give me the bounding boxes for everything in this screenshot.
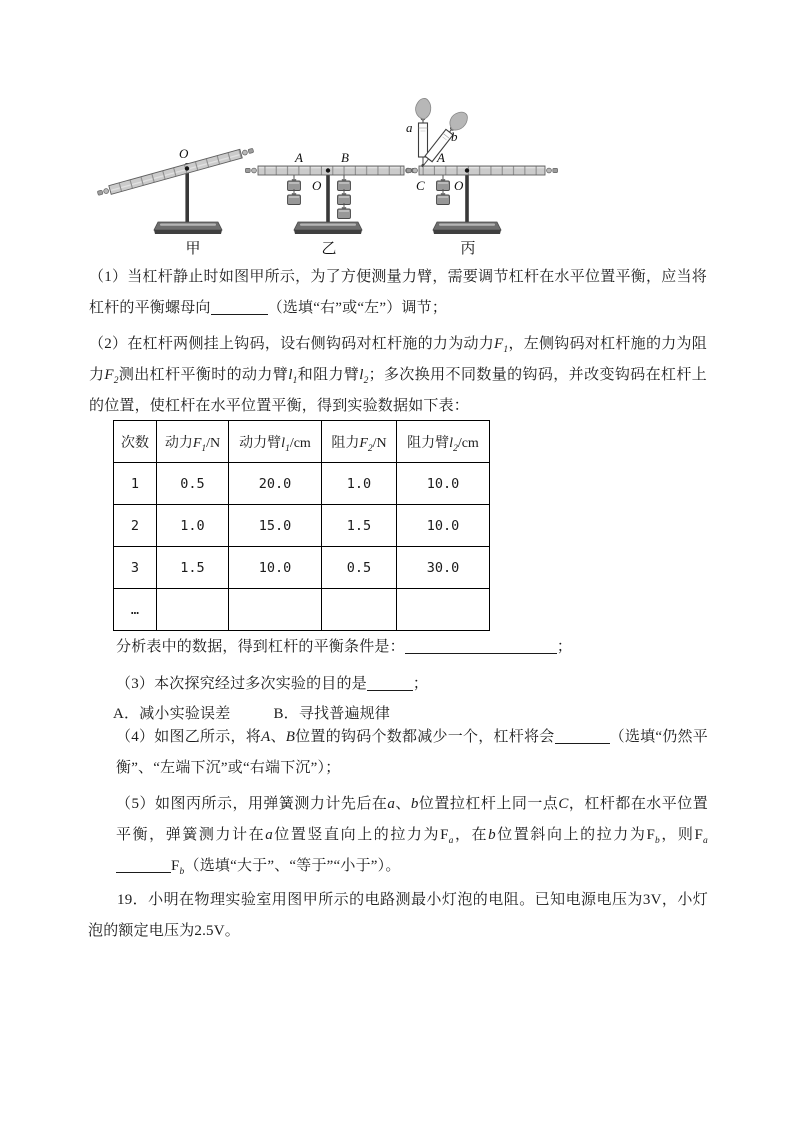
text-run: （1）当杠杆静止时如图甲所示，为了方便测量力臂，需要调节杠杆在水平位置平衡，应当将杠杆的平衡螺母向 <box>89 269 707 316</box>
text-run: /N <box>206 435 221 451</box>
text-run: 位置竖直向上的拉力为 <box>272 827 441 843</box>
point-label-A: A <box>295 150 303 165</box>
hook-weight <box>338 203 351 219</box>
table-cell: 3 <box>114 547 157 589</box>
text-run: 位置的钩码个数都减少一个，杠杆将会 <box>295 729 555 745</box>
diagram-yi <box>245 150 416 257</box>
scale-label-a: a <box>406 120 413 135</box>
table-cell: … <box>114 589 157 631</box>
table-cell: 1.5 <box>157 547 229 589</box>
hook-weight <box>437 175 450 191</box>
experiment-data-table <box>113 420 490 631</box>
text-run: 位置拉杠杆上同一点 <box>418 796 559 812</box>
table-row <box>114 589 490 631</box>
text-run: ； <box>412 676 429 692</box>
analysis-conclusion-line <box>116 632 708 663</box>
text-run: ；多次换用不同数量的钩码，并改变钩码在杠杆上的位置，使杠杆在水平位置平衡，得到实验数据如下表： <box>89 367 707 414</box>
pivot-dot <box>185 166 189 170</box>
question-part-5 <box>116 789 708 882</box>
caption-jia: 甲 <box>185 241 201 257</box>
table-cell <box>229 589 322 631</box>
table-cell: 1 <box>114 463 157 505</box>
point-label-B: B <box>341 150 349 165</box>
table-cell: 0.5 <box>157 463 229 505</box>
diagram-bing <box>406 98 558 257</box>
col-header-effort-arm <box>229 421 322 463</box>
text-run: （5）如图丙所示，用弹簧测力计先后在 <box>116 796 388 812</box>
question-part-2 <box>89 329 707 422</box>
physics-variable: $l_2$ <box>359 367 369 386</box>
text-run: A．减小实验误差 <box>113 706 231 722</box>
table-cell: 1.5 <box>322 505 397 547</box>
text-run: B．寻找普遍规律 <box>273 706 391 722</box>
table-cell: 10.0 <box>229 547 322 589</box>
table-cell: 1.0 <box>157 505 229 547</box>
question-part-1 <box>89 262 707 324</box>
question-19-intro <box>88 885 708 947</box>
hook-weight <box>338 175 351 191</box>
stand-pole <box>465 175 469 223</box>
hook-weight <box>288 189 301 205</box>
physics-variable: $F_a$ <box>694 827 708 846</box>
pivot-label: O <box>454 178 464 193</box>
text-run: （2）在杠杆两侧挂上钩码，设右侧钩码对杠杆施的力为动力 <box>89 336 495 352</box>
lever-ruler <box>406 166 557 175</box>
text-run: 19．小明在物理实验室用图甲所示的电路测最小灯泡的电阻。已知电源电压为3V，小灯泡的额定电压为2.5V。 <box>88 892 708 939</box>
answer-blank <box>555 730 610 744</box>
physics-variable: A <box>261 729 271 745</box>
stand-pole <box>326 175 330 223</box>
physics-variable: $F_b$ <box>171 858 185 877</box>
text-run: 、 <box>270 729 286 745</box>
text-run: 和阻力臂 <box>297 367 360 383</box>
text-run: 次数 <box>121 435 149 451</box>
table-cell: 20.0 <box>229 463 322 505</box>
diagram-jia <box>97 146 255 257</box>
point-label-C: C <box>416 178 425 193</box>
physics-variable: a <box>265 827 273 843</box>
col-header-effort-force <box>157 421 229 463</box>
pivot-label: O <box>179 146 189 161</box>
text-run: 测出杠杆平衡时的动力臂 <box>118 367 289 383</box>
physics-variable: $l_2$ <box>449 435 458 454</box>
question-part-4 <box>116 722 708 784</box>
physics-variable: $l_1$ <box>288 367 298 386</box>
text-run: 阻力臂 <box>407 435 450 451</box>
col-header-resistance-force <box>322 421 397 463</box>
answer-blank <box>211 301 268 315</box>
physics-variable: b <box>488 827 496 843</box>
physics-variable: C <box>558 796 569 812</box>
text-run: 分析表中的数据，得到杠杆的平衡条件是： <box>116 639 405 655</box>
table-cell <box>157 589 229 631</box>
text-run: ，则 <box>659 827 695 843</box>
text-run: ，杠杆都在水平位置平衡，弹簧测力计在 <box>116 796 708 843</box>
pivot-label: O <box>312 178 322 193</box>
caption-bing: 丙 <box>460 241 476 257</box>
physics-variable: $F_2$ <box>104 367 119 386</box>
physics-variable: $F_2$ <box>359 435 373 454</box>
lever-ruler <box>245 166 416 175</box>
pivot-dot <box>465 168 469 172</box>
physics-variable: $F_1$ <box>192 435 207 454</box>
lever-figure <box>96 95 560 258</box>
physics-variable: b <box>410 796 419 812</box>
table-cell: 10.0 <box>397 505 490 547</box>
text-run: ，在 <box>453 827 489 843</box>
text-run: /cm <box>289 435 311 451</box>
table-header-row <box>114 421 490 463</box>
pulling-hand <box>416 98 431 119</box>
text-run: 位置斜向上的拉力为 <box>495 827 647 843</box>
physics-variable: $F_b$ <box>646 827 660 846</box>
text-run: （选填“右”或“左”）调节； <box>267 300 448 316</box>
caption-yi: 乙 <box>321 241 337 257</box>
text-run: 、 <box>395 796 411 812</box>
hook-weight <box>437 189 450 205</box>
col-header-resistance-arm <box>397 421 490 463</box>
text-run: /N <box>372 435 387 451</box>
scale-label-b: b <box>451 129 458 144</box>
table-cell <box>397 589 490 631</box>
physics-variable: $F_a$ <box>440 827 454 846</box>
pivot-dot <box>326 168 330 172</box>
table-cell: 10.0 <box>397 463 490 505</box>
table-cell: 15.0 <box>229 505 322 547</box>
spacer <box>230 717 273 718</box>
question-part-3 <box>116 669 708 700</box>
answer-blank <box>405 640 557 654</box>
text-run: （选填“大于”、“等于”“小于”）。 <box>184 858 401 874</box>
table-row <box>114 547 490 589</box>
stand-base <box>154 222 222 234</box>
text-run: ； <box>556 639 573 655</box>
table-row <box>114 463 490 505</box>
col-header-trial <box>114 421 157 463</box>
table-cell: 2 <box>114 505 157 547</box>
hook-weight <box>288 175 301 191</box>
physics-variable: $l_1$ <box>281 435 290 454</box>
physics-variable: $F_1$ <box>494 336 509 355</box>
answer-blank <box>116 859 171 873</box>
text-run: （选填“仍然平衡”、“左端下沉”或“右端下沉”）； <box>116 729 708 776</box>
text-run: （4）如图乙所示，将 <box>116 729 262 745</box>
stand-base <box>433 222 501 234</box>
text-run: （3）本次探究经过多次实验的目的是 <box>116 676 367 692</box>
table-cell: 1.0 <box>322 463 397 505</box>
stand-base <box>294 222 362 234</box>
text-run: 动力 <box>164 435 193 451</box>
table-cell: 0.5 <box>322 547 397 589</box>
text-run: /cm <box>457 435 479 451</box>
answer-blank <box>367 677 413 691</box>
table-cell <box>322 589 397 631</box>
physics-variable: a <box>387 796 396 812</box>
hook-weight <box>338 189 351 205</box>
lever-ruler-tilted <box>97 146 255 198</box>
text-run: 阻力 <box>331 435 360 451</box>
physics-variable: B <box>285 729 296 745</box>
pulling-hand <box>446 108 471 134</box>
text-run: 动力臂 <box>239 435 282 451</box>
point-label-A: A <box>437 150 445 165</box>
text-run: ，左侧钩码对杠杆施的力为阻力 <box>89 336 708 383</box>
table-row <box>114 505 490 547</box>
table-cell: 30.0 <box>397 547 490 589</box>
